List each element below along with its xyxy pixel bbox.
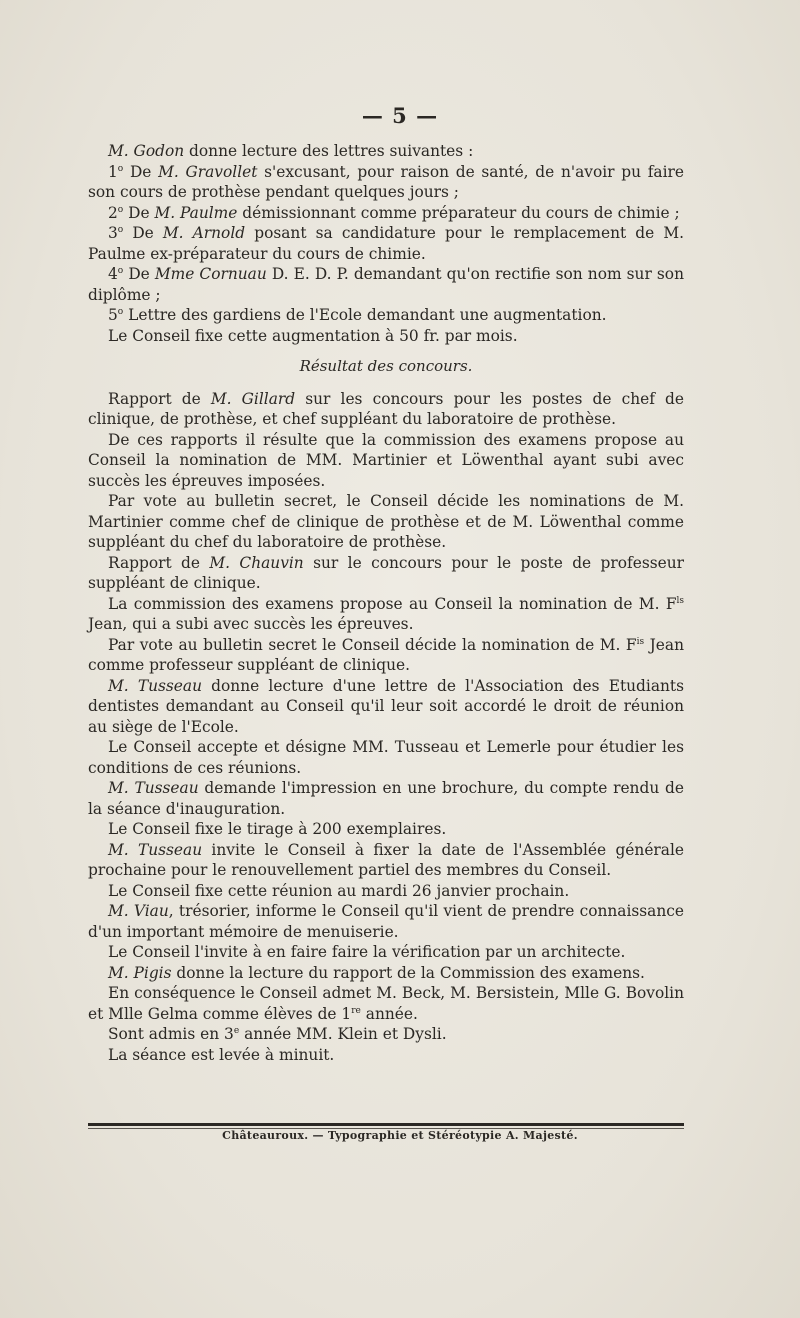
italic-name: M. Viau [108, 902, 169, 920]
text-run: De [123, 265, 155, 283]
paragraph [88, 737, 684, 778]
text-run: demande l'impression en une brochure, du compte rendu de la séance d'inauguration. [88, 779, 684, 818]
paragraph [88, 389, 684, 430]
text-run: 2 [108, 203, 118, 222]
text-run: D. E. D. P. demandant qu'on rectifie son nom sur son diplôme ; [88, 265, 684, 304]
italic-name: Mme Cornuau [154, 265, 267, 283]
italic-name: M. Pigis [108, 963, 172, 982]
text-run: De [123, 162, 159, 181]
text-run: 4 [108, 265, 118, 283]
text-run: Jean comme professeur suppléant de clinique. [88, 635, 684, 674]
page-number: — 5 — [361, 103, 439, 128]
paragraph [88, 326, 684, 347]
paragraph [88, 840, 684, 881]
paragraph [88, 635, 684, 676]
text-run: En conséquence le Conseil admet M. Beck, M. Bersistein, Mlle G. Bovolin et Mlle Gelma comme élèves de 1 [88, 984, 684, 1023]
italic-name: M. Tusseau [108, 779, 199, 797]
text-run: année MM. Klein et Dysli. [239, 1025, 447, 1043]
paragraph [88, 553, 684, 594]
italic-name: M. Paulme [154, 203, 238, 222]
text-run: Rapport de [108, 389, 211, 408]
superscript: o [117, 266, 124, 276]
footer-rule [88, 1123, 684, 1126]
paragraph [88, 305, 684, 326]
text-run: La commission des examens propose au Conseil la nomination de M. F [108, 594, 677, 613]
text-run: Le Conseil fixe cette augmentation à 50 fr. par mois. [108, 326, 518, 345]
text-run: Le Conseil fixe le tirage à 200 exemplaires. [108, 820, 447, 838]
superscript: o [117, 163, 124, 174]
superscript: re [351, 1005, 361, 1016]
text-run: Résultat des concours. [299, 357, 473, 375]
paragraph [88, 901, 684, 942]
paragraph [88, 1024, 684, 1045]
text-run: Par vote au bulletin secret, le Conseil décide les nominations de M. Martinier comme chef de clinique de prothèse et de M. Löwenthal comme suppléant du chef du laboratoire de prothèse. [88, 492, 684, 551]
text-run: démissionnant comme préparateur du cours de chimie ; [237, 203, 680, 222]
paragraph [88, 594, 684, 635]
superscript: o [117, 204, 124, 215]
text-run: posant sa candidature pour le remplacement de M. Paulme ex-préparateur du cours de chimie. [88, 224, 685, 263]
text-run: La séance est levée à minuit. [108, 1045, 335, 1064]
printer-imprint: Châteauroux. — Typographie et Stéréotypie A. Majesté. [222, 1129, 578, 1142]
italic-name: M. Godon [108, 142, 185, 160]
text-run: 5 [108, 306, 118, 324]
paragraph [88, 819, 684, 840]
paragraph [88, 778, 684, 819]
superscript: o [117, 307, 124, 317]
superscript: o [117, 225, 124, 235]
paragraph [88, 264, 684, 305]
paragraph [88, 141, 684, 162]
paragraph [88, 491, 684, 553]
italic-name: M. Arnold [162, 224, 246, 242]
paragraph [88, 676, 684, 738]
paragraph [88, 223, 684, 264]
text-run: Le Conseil accepte et désigne MM. Tusseau et Lemerle pour étudier les conditions de ces réunions. [88, 738, 684, 777]
superscript: e [233, 1026, 240, 1036]
paragraph [88, 881, 684, 902]
text-run: Le Conseil fixe cette réunion au mardi 26 janvier prochain. [108, 881, 570, 900]
section-heading [88, 356, 684, 377]
text-run: 3 [108, 224, 118, 242]
paragraph [88, 942, 684, 963]
italic-name: M. Tusseau [108, 676, 202, 695]
text-run: s'excusant, pour raison de santé, de n'avoir pu faire son cours de prothèse pendant quelques jours ; [88, 162, 684, 201]
paragraph [88, 963, 684, 984]
text-run: Lettre des gardiens de l'Ecole demandant une augmentation. [123, 306, 607, 324]
text-run: sur les concours pour les postes de chef de clinique, de prothèse, et chef suppléant du laboratoire de prothèse. [88, 389, 684, 428]
text-run: sur le concours pour le poste de professeur suppléant de clinique. [88, 553, 685, 592]
text-run: , trésorier, informe le Conseil qu'il vient de prendre connaissance d'un important mémoire de menuiserie. [88, 902, 684, 941]
text-run: 1 [108, 162, 118, 181]
text-run: Sont admis en 3 [108, 1025, 234, 1043]
text-run: De ces rapports il résulte que la commission des examens propose au Conseil la nomination de MM. Martinier et Löwenthal ayant subi avec succès les épreuves imposées. [88, 430, 684, 490]
paragraph [88, 162, 684, 203]
text-run: De [123, 203, 155, 222]
paragraph [88, 430, 684, 492]
text-run: Par vote au bulletin secret le Conseil décide la nomination de M. F [108, 635, 637, 654]
text-run: donne lecture d'une lettre de l'Association des Etudiants dentistes demandant au Conseil qu'il leur soit accordé le droit de réunion au siège de l'Ecole. [88, 676, 684, 736]
italic-name: M. Gravollet [158, 162, 258, 181]
paragraph [88, 983, 684, 1024]
superscript: ls [676, 595, 684, 606]
paragraph [88, 203, 684, 224]
italic-name: M. Gillard [210, 389, 296, 408]
body-text [88, 141, 684, 1065]
text-run: Le Conseil l'invite à en faire faire la vérification par un architecte. [108, 943, 626, 961]
text-run: donne la lecture du rapport de la Commission des examens. [171, 963, 645, 982]
superscript: is [636, 636, 645, 647]
text-run: De [123, 224, 163, 242]
text-run: donne lecture des lettres suivantes : [184, 142, 474, 160]
text-run: Jean, qui a subi avec succès les épreuves. [88, 615, 414, 633]
paragraph [88, 1045, 684, 1066]
italic-name: M. Chauvin [209, 553, 304, 572]
text-run: année. [360, 1004, 418, 1023]
text-run: invite le Conseil à fixer la date de l'Assemblée générale prochaine pour le renouvellement partiel des membres du Conseil. [88, 840, 684, 879]
italic-name: M. Tusseau [108, 840, 203, 859]
text-run: Rapport de [108, 553, 210, 572]
